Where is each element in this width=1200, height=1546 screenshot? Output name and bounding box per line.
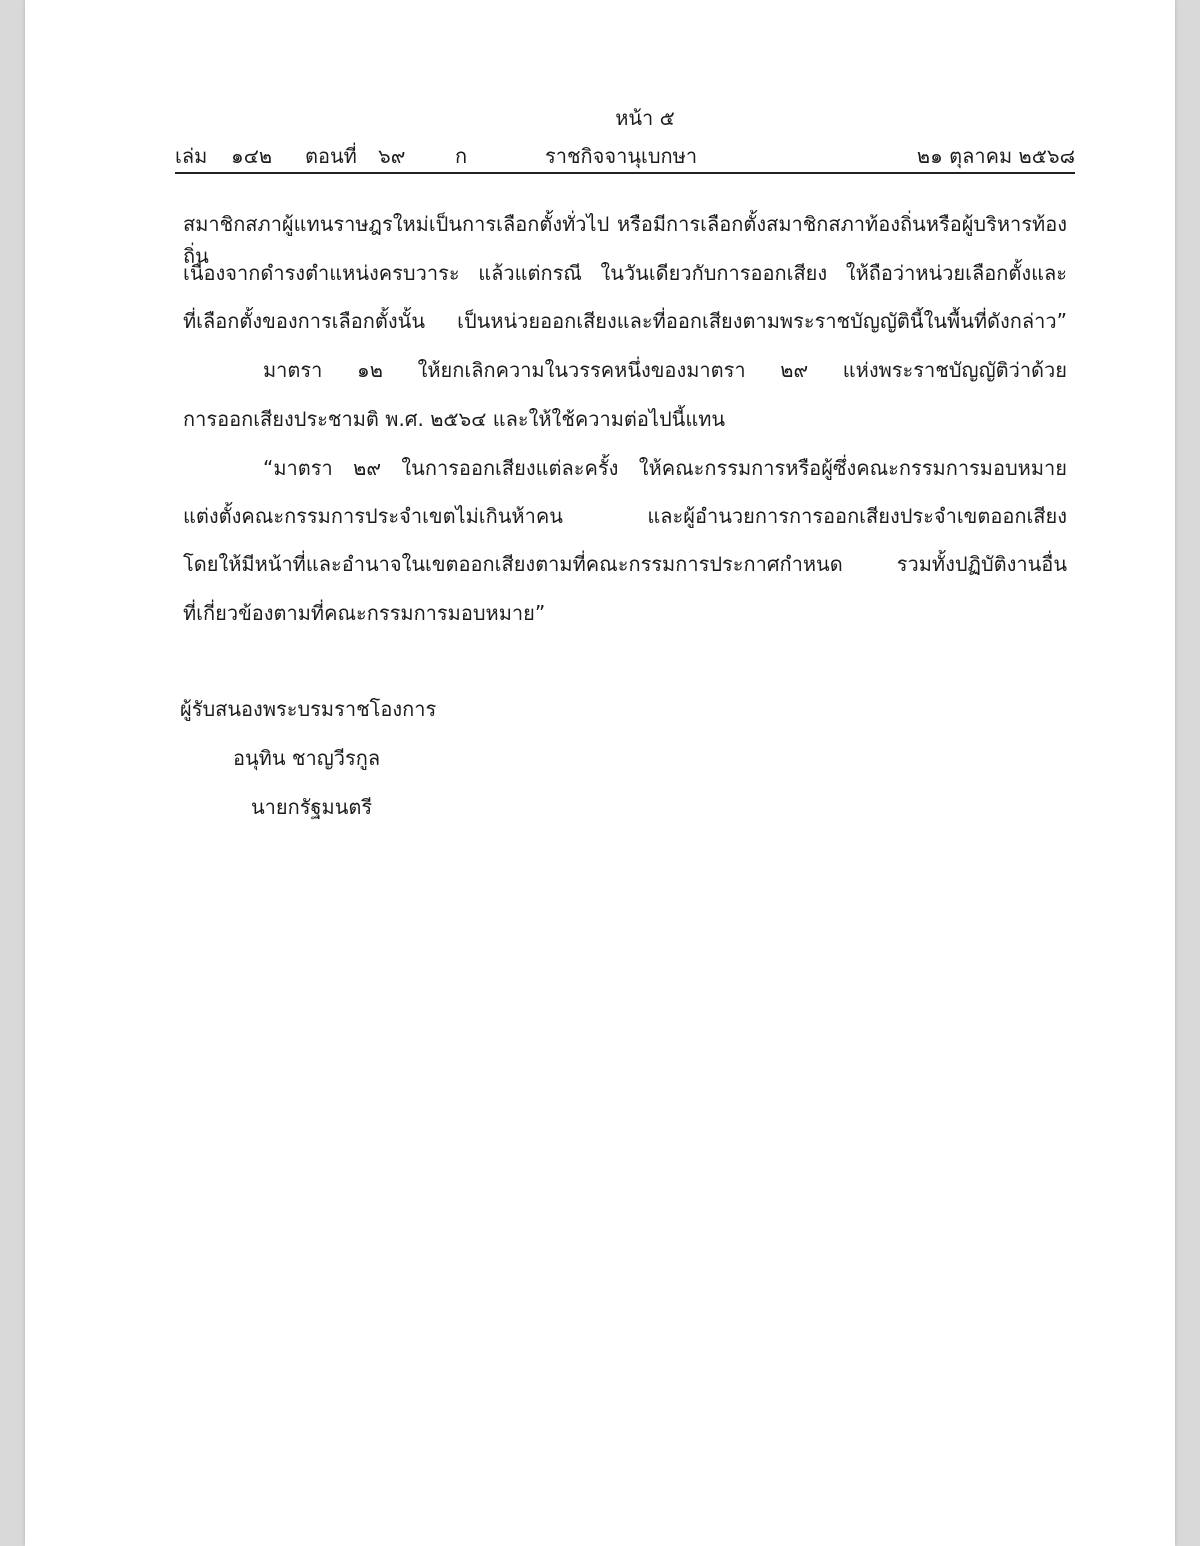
body-line: สมาชิกสภาผู้แทนราษฎรใหม่เป็นการเลือกตั้งทั่วไป หรือมีการเลือกตั้งสมาชิกสภาท้องถิ่นหรือผู้บริหารท้องถิ่น <box>183 212 1067 268</box>
body-line: แต่งตั้งคณะกรรมการประจำเขตไม่เกินห้าคน และผู้อำนวยการการออกเสียงประจำเขตออกเสียง <box>183 504 1067 528</box>
body-line: การออกเสียงประชามติ พ.ศ. ๒๕๖๔ และให้ใช้ความต่อไปนี้แทน <box>183 407 726 431</box>
header-divider <box>175 172 1075 174</box>
body-line: ที่เกี่ยวข้องตามที่คณะกรรมการมอบหมาย” <box>183 601 546 625</box>
document-page <box>25 0 1175 1546</box>
volume-number: ๑๔๒ <box>231 144 273 168</box>
section-12-line: มาตรา ๑๒ ให้ยกเลิกความในวรรคหนึ่งของมาตรา ๒๙ แห่งพระราชบัญญัติว่าด้วย <box>263 358 1067 382</box>
publication-date: ๒๑ ตุลาคม ๒๕๖๘ <box>916 144 1075 168</box>
signatory-name: อนุทิน ชาญวีรกูล <box>233 746 381 770</box>
body-line: โดยให้มีหน้าที่และอำนาจในเขตออกเสียงตามที่คณะกรรมการประกาศกำหนด รวมทั้งปฏิบัติงานอื่น <box>183 552 1067 576</box>
issue-label: ตอนที่ <box>305 144 357 168</box>
section-29-line: “มาตรา ๒๙ ในการออกเสียงแต่ละครั้ง ให้คณะกรรมการหรือผู้ซึ่งคณะกรรมการมอบหมาย <box>263 456 1067 480</box>
issue-number: ๖๙ <box>378 144 406 168</box>
section-letter: ก <box>455 144 468 168</box>
gazette-name: ราชกิจจานุเบกษา <box>545 144 698 168</box>
body-line: ที่เลือกตั้งของการเลือกตั้งนั้น เป็นหน่วยออกเสียงและที่ออกเสียงตามพระราชบัญญัตินี้ในพื้นที่ดังกล่าว” <box>183 309 1067 333</box>
volume-label: เล่ม <box>175 144 208 168</box>
page-number: หน้า ๕ <box>615 106 675 130</box>
countersign-label: ผู้รับสนองพระบรมราชโองการ <box>180 697 437 721</box>
signatory-title: นายกรัฐมนตรี <box>251 795 373 819</box>
body-line: เนื่องจากดำรงตำแหน่งครบวาระ แล้วแต่กรณี ในวันเดียวกับการออกเสียง ให้ถือว่าหน่วยเลือกตั้งและ <box>183 261 1067 285</box>
gazette-header <box>175 140 1075 170</box>
